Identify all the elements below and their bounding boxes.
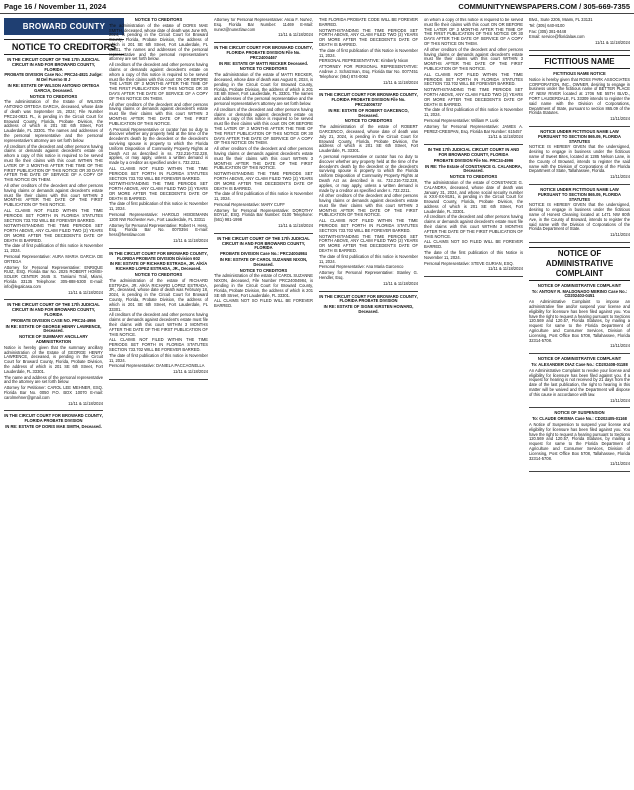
notice-paragraph: ALL CLAIMS NOT FILED WITHIN THE TIME PERIODS SET FORTH IN FLORIDA STATUTES SECTION 733.702 WILL BE FOREVER BARRED.: [109, 165, 208, 181]
notice-heading: NOTICE TO CREDITORS: [239, 66, 288, 72]
notice-heading: IN RE: ESTATE OF MATTI RECKER Deceased.: [219, 60, 308, 66]
notice-paragraph: The date of first publication of this notice is: November 11, 2024.: [109, 201, 208, 212]
notice-paragraph: All other creditors of the decedent and other persons having claims or demands against decedent's estate must file their claims with this court WITHIN 3 MONTHS AFTER THE DATE OF THE FIRST PUBLICATION OF THIS NOTICE.: [319, 193, 418, 218]
notice-heading: IN RE: ESTATE OF DORIS MAE SMITH, Deceased.: [5, 423, 102, 429]
notice-paragraph: Attorney for Personal Representative: Alicia F. Nuñez, Esq. Florida Bar Number: 11469 E-Mail: nunez@nunezlaw.com: [214, 18, 313, 32]
notice-paragraph: Attorney for Petitioner: CAROL LEE MEHNER, ESQ. Florida Bar No. 0050 P.O. BOX 10070 E-mail: carolmehner@gmail.com: [4, 385, 103, 400]
site-label: COMMUNITYNEWSPAPERS.COM / 305-669-7355: [458, 2, 630, 11]
notice-paragraph: A Personal Representative or curator has no duty to discover whether any property held at the time of the decedent's death by the decedent or the decedent's surviving spouse is property to which the Florida Uniform Disposition of Community Property Rights at Death Act as described in ss. 732.216-732.228, applies, or may apply, unless a written demand is made by a creditor as specified under s. 732.2211.: [109, 126, 208, 166]
notice-paragraph: ALL CLAIMS NOT FILED WITHIN THE TIME PERIODS SET FORTH IN FLORIDA STATUTES SECTION 733.702 WILL BE FOREVER BARRED.: [109, 337, 208, 352]
notice-paragraph: Personal Representative: DANIELA PACCAGNELLA: [109, 363, 205, 369]
notice-paragraph: Personal Representative: AURA MARIA GARCIA DE ORTEGA: [4, 254, 103, 264]
notice-divider: [529, 242, 630, 243]
fictitious-name-notices: [529, 72, 630, 243]
section-title: NOTICE TO CREDITORS: [4, 39, 124, 55]
notice-paragraph: Email: service@floridalaw.com: [529, 34, 585, 40]
notice-paragraph: PERSONAL REPRESENTATIVE: Kimberly Nixon: [319, 58, 409, 64]
notice-heading: NOTICE TO CREDITORS: [344, 118, 393, 124]
notice-paragraph: NOTICE IS HEREBY GIVEN that the undersigned, desiring to engage in business under the fictitious name of Sweet Bites, located at 1285 Nelson Lane, in the County of Broward, intends to register the said name with the Division of Corporations of the Florida Department of State, Tallahassee, Florida.: [529, 144, 630, 174]
notice-paragraph: A Notice of Suspension to suspend your license and eligibility for licensure has been filed against you. You have the right to request a hearing pursuant to Sections 120.569 and 120.57, Florida Statutes, by mailing a request for same to the Florida Department of Agriculture and Consumer Services, Division of Licensing, Post Office Box 5708, Tallahassee, Florida 32314-5708.: [529, 422, 630, 461]
notice-heading: NOTICE TO CREDITORS: [29, 93, 78, 99]
notice-heading: IN THE 17th JUDICIAL CIRCUIT COURT IN AND FOR BROWARD COUNTY, FLORIDA: [427, 147, 520, 157]
publication-dates: 11/11 & 11/18/2024: [278, 223, 313, 229]
notice-paragraph: Notice is hereby given that the summary ancillary administration of the Estate of GEORGE HENRY LAWRENCE, deceased, is pending in the Circuit Court for Broward County, Florida, Probate Division, the address of which is 201 SE 6th Street, Fort Lauderdale, FL 33301.: [4, 344, 103, 374]
publication-dates: 11/11 & 11/18/2024: [488, 266, 523, 272]
notice-paragraph: Blvd., Suite 2206, Miami, FL 33131: [529, 18, 593, 22]
notice-paragraph: The administration of the estate of RICHARD ESTRADA, JR. A/K/A RICHARD LOPEZ ESTRADA, JR., deceased, whose date of death was February 18, 2024, is pending in the Circuit Court for Broward County, Florida, Probate Division, the address of which is 201 SE 6th Street, Fort Lauderdale, FL 33301.: [109, 277, 208, 312]
notice-heading: IN THE CIRCUIT COURT FOR BROWARD COUNTY, FLORIDA PROBATE DIVISION Division 602: [109, 250, 208, 261]
notice-column-4: [319, 18, 418, 784]
notice-paragraph: Attorney for Personal Representative: Stanley G. Hendler, Esq.: [319, 270, 418, 281]
notice-divider: [4, 299, 103, 300]
publication-dates: 11/11/2024: [610, 116, 630, 122]
notice-paragraph: Attorney for Personal Representative: Robert H. Hess, Esq. Florida Bar No. 0070394 E-mail: hess@hesslaw.com: [109, 222, 208, 238]
administrative-complaint-title: NOTICE OF ADMINISTRATIVE COMPLAINT: [529, 247, 630, 281]
notice-divider: [529, 126, 630, 127]
notice-paragraph: on whom a copy of this notice is required to be served must file their claims with this court ON OR BEFORE THE LATER OF 3 MONTHS AFTER THE TIME OF THE FIRST PUBLICATION OF THIS NOTICE OR 30 DAYS AFTER THE DATE OF SERVICE OF A COPY OF THIS NOTICE ON THEM.: [424, 18, 523, 46]
publication-dates: 11/11 & 11/18/2024: [488, 134, 523, 140]
notice-paragraph: The date of first publication of this notice is November 11, 2024.: [4, 243, 103, 254]
notice-heading: IN THE CIRCUIT COURT FOR BROWARD COUNTY, FLORIDA PROBATE DIVISION File No. PRC24006737: [319, 92, 418, 107]
notice-paragraph: THE FLORIDA PROBATE CODE WILL BE FOREVER BARRED.: [319, 18, 418, 27]
notice-paragraph: Attorney for Personal Representative: JAMES A. PEREZ-CRESPAN, Esq. Florida Bar Number: 615457: [424, 123, 523, 134]
notice-divider: [319, 89, 418, 90]
notice-paragraph: Attorney for Personal Representative: ENRIQUE RUIZ, ESQ. Florida Bar No. 2025 ROBERT HOMSI-SOLER CENTER 2645 S. Tamiami Trail, Miami, Florida 33135 Telephone: 305-888-5300 E-mail: info@legalcasa.com: [4, 264, 103, 289]
notice-divider: [529, 353, 630, 354]
notice-heading: IN RE: The Estate of CONSTANCE G. CALANDRA, Deceased.: [425, 163, 522, 174]
right-column-header: [529, 18, 630, 51]
notice-paragraph: The date of first publication of this notice is November 11, 2024.: [319, 253, 418, 264]
notice-paragraph: NOTWITHSTANDING THE TIME PERIODS SET FORTH ABOVE, ANY CLAIM FILED TWO (2) YEARS OR MORE AFTER THE DECEDENT'S DATE OF DEATH IS BARRED.: [319, 27, 418, 47]
notice-paragraph: An Administrative Complaint to revoke your license and eligibility for licensure has been filed against you. If a request for hearing is not received by 21 days from the date of the last publication, the right to hearing in this matter will be waived and the Department will dispose of this cause in accordance with law.: [529, 367, 630, 397]
page-label: Page 16 / November 11, 2024: [4, 2, 107, 11]
notice-paragraph: NOTWITHSTANDING THE TIME PERIODS SET FORTH ABOVE, ANY CLAIM FILED TWO (2) YEARS OR MORE AFTER THE DECEDENT'S DATE OF DEATH IS BARRED.: [424, 87, 523, 107]
publication-dates: 11/11/2024: [610, 397, 630, 403]
notice-column-2: [109, 18, 208, 784]
notice-paragraph: Tel: (305) 640-8100: [529, 22, 565, 28]
notice-heading: NOTICE UNDER FICTITIOUS NAME LAW PURSUANT TO SECTION 865.09, FLORIDA STATUTES: [538, 186, 621, 202]
publication-dates: 11/11 & 11/18/2024: [68, 289, 103, 295]
publication-dates: 11/11 & 11/18/2024: [383, 280, 418, 286]
notice-divider: [214, 42, 313, 43]
notice-paragraph: All creditors of the decedent and other persons having claims or demands against decedent's estate must file their claims with this court WITHIN 3 MONTHS AFTER THE DATE OF THE FIRST PUBLICATION OF THIS NOTICE.: [109, 312, 208, 337]
notice-divider: [424, 144, 523, 145]
notice-heading: To: ANTONY R. MALDONADO MERINO Case No.: CD202403-0451: [531, 288, 628, 299]
publication-dates: 11/11/2024: [610, 461, 630, 467]
page-header: [0, 0, 634, 14]
notice-paragraph: The date of first publication of this notice is November 11, 2024.: [214, 191, 313, 202]
notice-paragraph: All creditors of the decedent and other persons having claims or demands against decedent's estate on whom a copy of this notice is required to be served must file their claims with this court ON OR BEFORE THE LATER OF 3 MONTHS AFTER THE TIME OF THE FIRST PUBLICATION OF THIS NOTICE OR 30 DAYS AFTER THE DATE OF SERVICE OF A COPY OF THIS NOTICE ON THEM.: [109, 62, 208, 101]
notice-paragraph: Personal Representative: MARY CUFF: [214, 201, 285, 207]
notice-heading: PROBATE DIVISION Case No.: PRC24-4821 Judge: M Del Fuerno III J: [4, 72, 103, 83]
notice-paragraph: An Administrative Complaint to impose an administrative fine and/or suspend your license and eligibility for licensure has been filed against you. You have the right to request a hearing pursuant to Sections 120.569 and 120.57, Florida Statutes, by mailing a request for same to the Florida Department of Agriculture and Consumer Services, Division of Licensing, Post Office Box 5708, Tallahassee, Florida 32314-5708.: [529, 299, 630, 343]
notice-paragraph: NOTICE IS HEREBY GIVEN that the undersigned, desiring to engage in business under the fictitious name of Honest Cleaning located at 1471 NW 80th Ave, in the County of Broward, intends to register the said name with the Division of Corporations of the Florida Department of State.: [529, 202, 630, 232]
notice-paragraph: All creditors of the decedent and other persons having claims or demands against decedent's estate on whom a copy of this notice is required to be served must file their claims with this court WITHIN THE LATER OF 3 MONTHS AFTER THE TIME OF THE FIRST PUBLICATION OF THIS NOTICE OR 30 DAYS AFTER THE DATE OF SERVICE OF A COPY OF THIS NOTICE ON THEM.: [4, 143, 103, 183]
notice-divider: [529, 184, 630, 185]
notice-heading: To: ALEXANDER DIAZ Case No.: CD202408-01188: [531, 362, 628, 368]
notice-heading: NOTICE OF SUMMARY ANCILLARY ADMINISTRATION: [19, 334, 88, 345]
notice-heading: NOTICE OF ADMINISTRATIVE COMPLAINT: [537, 356, 622, 362]
notice-divider: [214, 233, 313, 234]
notice-divider: [529, 50, 630, 51]
notice-paragraph: The date of first publication of this Notice is November 11, 2024.: [319, 47, 418, 58]
notice-heading: To: CLAUDE ORISMA Case No.: CD202405-01168: [532, 416, 627, 422]
notice-paragraph: NOTWITHSTANDING THE TIME PERIODS SET FORTH ABOVE, ANY CLAIM FILED TWO (2) YEARS OR MORE AFTER THE DECEDENT'S DATE OF DEATH IS BARRED.: [214, 171, 313, 191]
notice-heading: NOTICE TO CREDITORS: [134, 272, 183, 278]
administrative-complaint-notices: [529, 284, 630, 472]
notice-heading: IN RE: ESTATE OF RICHARD ESTRADA, JR. A/K/A RICHARD LOPEZ ESTRADA, JR., Deceased.: [109, 261, 208, 272]
notice-heading: NOTICE TO CREDITORS: [239, 267, 288, 273]
notice-divider: [529, 407, 630, 408]
notice-heading: IN THE CIRCUIT COURT OF THE 17th JUDICIAL CIRCUIT IN AND FOR BROWARD COUNTY, FLORIDA: [217, 235, 310, 251]
notice-paragraph: All creditors of the decedent and other persons having claims or demands against decedent's estate must file their claims with this court WITHIN 3 MONTHS AFTER THE DATE OF THE FIRST PUBLICATION OF THIS NOTICE.: [424, 214, 523, 239]
notice-paragraph: A personal representative or curator has no duty to discover whether any property held at the time of the decedent's death by the decedent or the decedent's surviving spouse is property to which the Florida Uniform Disposition of Community Property Rights at Death Act as described in ss. 732.216-732.228, applies, or may apply, unless a written demand is made by a creditor as specified under s. 732.2211.: [319, 153, 418, 193]
notice-paragraph: Fax: (305) 381-8448: [529, 28, 567, 34]
publication-dates: 11/11/2024: [610, 174, 630, 180]
notice-divider: [4, 410, 103, 411]
notice-heading: IN THE CIRCUIT COURT FOR BROWARD COUNTY, FLORIDA PROBATE DIVISION: [4, 413, 103, 424]
notice-heading: NOTICE OF SUSPENSION: [554, 410, 605, 416]
notice-heading: IN RE: ESTATE OF GEORGE HENRY LAWRENCE, Deceased.: [5, 323, 102, 334]
notice-heading: IN THE CIRCUIT COURT OF THE 17th JUDICIAL CIRCUIT IN AND FOR BROWARD COUNTY, FLORIDA: [7, 58, 100, 72]
publication-dates: 11/11/2024: [610, 343, 630, 349]
notice-paragraph: The name and address of the personal representative and the attorney are set forth below.: [4, 374, 103, 385]
broward-county-banner: BROWARD COUNTY: [4, 18, 124, 35]
notice-column-1: [4, 58, 103, 784]
notice-divider: [109, 379, 208, 380]
notice-paragraph: All other creditors of the decedent and other persons having claims or demands against decedent's estate must file their claims with this court WITHIN 3 MONTHS AFTER THE DATE OF THE FIRST PUBLICATION OF THIS NOTICE.: [109, 101, 208, 126]
notice-heading: IN THE CIRCUIT COURT FOR BROWARD COUNTY, FLORIDA PROBATE DIVISION: [319, 293, 418, 304]
notice-divider: [319, 291, 418, 292]
notice-heading: IN RE: ESTATE OF CAROL SUZANNE NIXON, Deceased.: [219, 257, 308, 267]
notice-paragraph: Attorney for Personal Representative: DOROTHY BOYLE, ESQ. Florida Bar Number: 0100 Telephone: (561) 981-1998: [214, 207, 313, 223]
publication-dates: 11/11 & 11/18/2024: [595, 40, 630, 46]
notice-divider: [529, 471, 630, 472]
notice-paragraph: The date of first publication of this notice is November 11, 2024.: [109, 352, 208, 363]
notice-heading: NOTICE UNDER FICTITIOUS NAME LAW PURSUANT TO SECTION 865.09, FLORIDA STATUTES: [538, 128, 621, 144]
publication-dates: 11/11 & 11/18/2024: [173, 369, 208, 375]
notice-paragraph: Personal Representative: Ana Maria Garcenco: [319, 264, 404, 270]
notice-paragraph: ALL CLAIMS NOT FILED WITHIN THE TIME PERIODS SET FORTH IN FLORIDA STATUTES SECTION 733.702 WILL BE FOREVER BARRED.: [4, 207, 103, 223]
publication-dates: 11/11 & 11/18/2024: [68, 400, 103, 406]
notice-heading: PROBATE DIVISION File No. PRC24-4996: [433, 157, 514, 163]
notice-divider: [424, 276, 523, 277]
publication-dates: 11/11/2024: [610, 232, 630, 238]
notice-paragraph: The administration of the estate of MATTI RECKER, deceased, whose date of death was August 8, 2024, is pending in the Circuit Court for Broward County, Florida, Probate Division, the address of which is 201 SE 6th Street, Fort Lauderdale, FL 33301. The names and addresses of the personal representative and the personal representative's attorney are set forth below.: [214, 72, 313, 106]
notice-paragraph: The administration of the estate of DORIS MAE SMITH, deceased, whose date of death was June 9th, 2024, is pending in the Circuit Court for Broward County, Florida, Probate Division, the address of which is 201 SE 6th Street, Fort Lauderdale, FL 33301. The names and addresses of the personal representative and the personal representative's attorney are set forth below.: [109, 22, 208, 62]
notice-heading: IN RE: ESTATE OF WILSON ANTONIO ORTEGA GARCIA, Deceased.: [7, 82, 100, 93]
publication-dates: 11/11 & 11/18/2024: [173, 238, 208, 244]
notice-paragraph: NOTWITHSTANDING THE TIME PERIODS SET FORTH ABOVE, ANY CLAIM FILED TWO (2) YEARS OR MORE AFTER THE DECEDENT'S DATE OF DEATH IS BARRED.: [4, 223, 103, 243]
notice-paragraph: All other creditors of the decedent and other persons having claims or demands against decedent's estate must file their claims with this court WITHIN 3 MONTHS AFTER THE DATE OF THE FIRST PUBLICATION OF THIS NOTICE.: [214, 146, 313, 171]
notice-paragraph: All other creditors of the decedent and other persons having claims or demands against decedent's estate must file their claims with this court WITHIN 3 MONTHS AFTER THE DATE OF THE FIRST PUBLICATION OF THIS NOTICE.: [4, 182, 103, 208]
notice-paragraph: ALL CLAIMS NOT SO FILED WILL BE FOREVER BARRED.: [214, 298, 313, 309]
notice-paragraph: The administration of the estate of ROBERT GARCENCO, deceased, whose date of death was July 21, 2024, is pending in the Circuit Court for Broward County, Florida, Probate Division, the address of which is 201 SE 6th Street, Fort Lauderdale, FL 33301.: [319, 124, 418, 154]
notice-column-3: [214, 18, 313, 784]
notice-heading: NOTICE TO CREDITORS: [449, 174, 498, 180]
notice-heading: NOTICE TO CREDITORS: [134, 18, 183, 22]
notice-paragraph: ALL CLAIMS NOT SO FILED WILL BE FOREVER BARRED.: [424, 239, 523, 250]
notice-paragraph: The administration of the Estate of WILSON ANTONIO ORTEGA GARCIA, deceased, whose date of death was September 15, 2024; File Number PRC24-0821 FL, is pending in the Circuit Court for Broward County, Florida, Probate Division, the address of which is 201 SE 6th Street, Fort Lauderdale, FL 33301. The names and addresses of the personal representative and the personal representative's attorney are set forth below.: [4, 99, 103, 143]
notice-heading: IN THE CIRCUIT COURT OF THE 17th JUDICIAL CIRCUIT IN AND FOR BROWARD COUNTY, FLORIDA: [7, 302, 100, 318]
notice-paragraph: The administration of the estate of CAROL SUZANNE NIXON, deceased, File Number PRC24004984, is pending in the Circuit Court for Broward County, Florida, Probate Division, the address of which is 201 SE 6th Street, Fort Lauderdale, FL 33301.: [214, 273, 313, 298]
notice-heading: PROBATE DIVISION CASE NO. PRC24-4956: [11, 317, 96, 323]
notice-heading: IN THE CIRCUIT COURT FOR BROWARD COUNTY, FLORIDA PROBATE DIVISION File No. PRC24004467: [214, 45, 313, 60]
publication-dates: 11/11 & 11/18/2024: [278, 32, 313, 38]
notice-heading: IN RE: ESTATE OF ROBERT GARCENCO, Deceased.: [328, 107, 409, 118]
notice-heading: NOTICE OF ADMINISTRATIVE COMPLAINT: [537, 282, 622, 288]
notice-paragraph: Notice is hereby given that ROSS PARK ASSOCIATES CORPORATION, INC., OWNER, desiring to engage in business under the fictitious name of BETTER PLACE AT NEW RIVER located at 1706 NE 55TH BLVD., FORT LAUDERDALE, FL 33309 intends to register the said name with the Division of Corporations, Department of State, pursuant to section 865.09 of the Florida Statutes.: [529, 76, 630, 116]
notice-paragraph: The date of the first publication of this Notice is November 11, 2024.: [424, 250, 523, 260]
notice-divider: [109, 248, 208, 249]
notice-heading: PROBATE DIVISION Case No.: PRC24004984: [220, 251, 307, 257]
notice-paragraph: Personal Representative: HAROLD HEIDEMANN 1200 NW Rochester Ave., Fort Lauderdale, FL 33311: [109, 212, 208, 222]
notice-paragraph: ALL CLAIMS NOT FILED WITHIN THE TIME PERIODS SET FORTH IN FLORIDA STATUTES SECTION 733.702 WILL BE FOREVER BARRED.: [424, 71, 523, 87]
notice-column-6: [529, 18, 630, 784]
notice-heading: IN RE: ESTATE OF SIGNE KIRSTEN HOWARD, Deceased.: [323, 304, 414, 315]
fictitious-name-title: FICTITIOUS NAME: [529, 55, 630, 69]
notice-paragraph: All creditors of the decedent and other persons having claims or demands against decedent's estate on whom a copy of this notice is required to be served must file their claims with this court ON OR BEFORE THE LATER OF 3 MONTHS AFTER THE TIME OF THE FIRST PUBLICATION OF THIS NOTICE OR 30 DAYS AFTER THE DATE OF SERVICE OF A COPY OF THIS NOTICE ON THEM.: [214, 106, 313, 146]
notice-column-5: [424, 18, 523, 784]
notice-heading: FICTITIOUS NAME NOTICE: [553, 70, 606, 76]
publication-dates: 11/11 & 11/18/2024: [383, 79, 418, 85]
notice-paragraph: All other creditors of the decedent and other persons having claims or demands against decedent's estate must file their claims with this court WITHIN 3 MONTHS AFTER THE DATE OF THE FIRST PUBLICATION OF THIS NOTICE.: [424, 46, 523, 71]
notice-paragraph: NOTWITHSTANDING THE TIME PERIODS SET FORTH ABOVE, ANY CLAIM FILED TWO (2) YEARS OR MORE AFTER THE DECEDENT'S DATE OF DEATH IS BARRED.: [319, 233, 418, 254]
notice-paragraph: NOTWITHSTANDING THE TIME PERIODS SET FORTH ABOVE, ANY CLAIM FILED TWO (2) YEARS OR MORE AFTER THE DECEDENT'S DATE OF DEATH IS BARRED.: [109, 181, 208, 201]
notice-paragraph: The date of first publication of this notice is November 11, 2024.: [424, 107, 523, 118]
notice-paragraph: ALL CLAIMS NOT FILED WITHIN THE TIME PERIODS SET FORTH IN FLORIDA STATUTES SECTION 733.702 WILL BE FOREVER BARRED.: [319, 218, 418, 233]
notice-paragraph: The administration of the estate of CONSTANCE G. CALANDRA, deceased, whose date of death was January 31, 2024, and whose social security number is XXX-XX-8191, is pending in the Circuit Court for Broward County, Florida, Probate Division, the address of which is 201 SE 6th Street, Fort Lauderdale, FL 33301.: [424, 179, 523, 214]
notice-paragraph: ATTORNEY FOR PERSONAL REPRESENTATIVE: Andrew J. Schatzman, Esq. Florida Bar No. 0077451 Telephone: (954) 874-0062: [319, 64, 418, 79]
notice-paragraph: Personal Representative: William P. Lusk: [424, 117, 499, 123]
notice-paragraph: Personal Representative: STEVE GURIAN, ESQ.: [424, 260, 514, 266]
